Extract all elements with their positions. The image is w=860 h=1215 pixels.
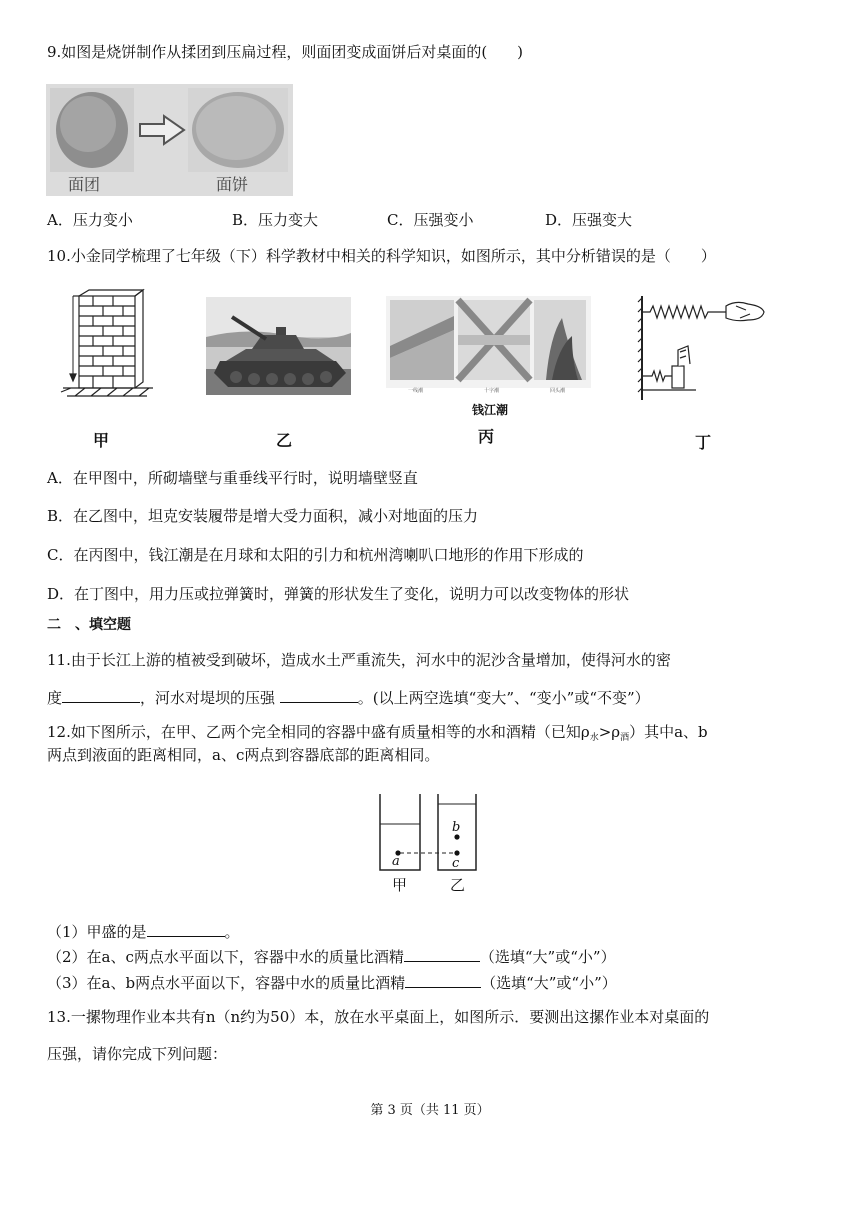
tank-photo bbox=[206, 297, 351, 395]
point-c bbox=[454, 850, 459, 855]
spring-coil-upper bbox=[642, 306, 726, 318]
q9-option-d: D．压强变大 bbox=[545, 211, 633, 229]
point-b bbox=[454, 834, 459, 839]
q10-stem: 10.小金同学梳理了七年级（下）科学教材中相关的科学知识，如图所示，其中分析错误的是（ ） bbox=[47, 247, 716, 265]
label-ding: 丁 bbox=[695, 433, 712, 452]
hand-press-icon bbox=[678, 346, 690, 366]
q10-option-d: D．在丁图中，用力压或拉弹簧时，弹簧的形状发生了变化，说明力可以改变物体的形状 bbox=[47, 585, 630, 603]
q10-option-b: B．在乙图中，坦克安装履带是增大受力面积，减小对地面的压力 bbox=[47, 507, 479, 525]
q11-text-b: ，河水对堤坝的压强 bbox=[140, 689, 280, 707]
label-container-yi: 乙 bbox=[450, 876, 466, 894]
q10-option-c: C．在丙图中，钱江潮是在月球和太阳的引力和杭州湾喇叭口地形的作用下形成的 bbox=[47, 546, 584, 564]
hand-pull-icon bbox=[726, 302, 764, 320]
q12-sub-3 bbox=[47, 973, 617, 993]
q10-option-a: A．在甲图中，所砌墙壁与重垂线平行时，说明墙壁竖直 bbox=[47, 469, 418, 487]
page-footer: 第 3 页（共 11 页） bbox=[370, 1103, 490, 1118]
q12-sub3-end: （选填“大”或“小”） bbox=[481, 974, 617, 992]
label-point-c: c bbox=[452, 856, 460, 871]
q12-sub-2 bbox=[47, 947, 616, 967]
q12-blank-2[interactable] bbox=[404, 947, 480, 962]
svg-text:十字潮: 十字潮 bbox=[484, 388, 500, 394]
q13-line1: 13.一摞物理作业本共有n（n约为50）本，放在水平桌面上，如图所示．要测出这摞作业本对桌面的 bbox=[47, 1008, 710, 1026]
q11-blank-pressure[interactable] bbox=[280, 688, 358, 703]
q11-text-a: 度 bbox=[47, 689, 63, 707]
qiantang-caption: 钱江潮 bbox=[472, 403, 509, 417]
spring-coil-lower bbox=[642, 371, 672, 381]
q12-line2: 两点到液面的距离相同，a、c两点到容器底部的距离相同。 bbox=[47, 746, 440, 764]
svg-text:回头潮: 回头潮 bbox=[550, 388, 566, 394]
dough-label: 面团 bbox=[68, 175, 101, 194]
rho-alcohol-sub: 酒 bbox=[620, 733, 630, 743]
rho-water-sub: 水 bbox=[589, 733, 599, 743]
q12-gt: >ρ bbox=[598, 723, 621, 741]
q12-sub1-text: （1）甲盛的是 bbox=[47, 923, 147, 941]
q13-line2: 压强，请你完成下列问题： bbox=[47, 1045, 228, 1063]
label-point-a: a bbox=[392, 854, 400, 869]
containers-figure bbox=[370, 790, 485, 898]
q12-text-b: ）其中a、b bbox=[629, 723, 708, 741]
q11-text-c: 。(以上两空选填“变大”、“变小”或“不变”） bbox=[357, 689, 650, 707]
section-2-title: 二 、填空题 bbox=[47, 617, 131, 633]
q12-sub2-text: （2）在a、c两点水平面以下，容器中水的质量比酒精 bbox=[47, 948, 404, 966]
label-container-jia: 甲 bbox=[392, 876, 408, 894]
q12-sub-1 bbox=[47, 922, 240, 942]
spring-figure bbox=[636, 292, 774, 402]
q11-line2 bbox=[47, 688, 650, 708]
q9-option-c: C．压强变小 bbox=[387, 211, 474, 229]
brick-wall-figure bbox=[57, 288, 157, 406]
label-bing: 丙 bbox=[478, 427, 495, 446]
q12-sub1-end: 。 bbox=[224, 923, 240, 941]
q9-dough-figure bbox=[46, 84, 293, 196]
q12-blank-1[interactable] bbox=[147, 922, 225, 937]
label-yi: 乙 bbox=[276, 431, 293, 450]
qiantang-tide-figure bbox=[386, 296, 591, 400]
container-jia bbox=[380, 794, 420, 870]
q11-blank-density[interactable] bbox=[62, 688, 140, 703]
label-point-b: b bbox=[452, 820, 461, 835]
q9-option-a: A．压力变小 bbox=[47, 211, 133, 229]
q9-option-b: B．压力变大 bbox=[232, 211, 319, 229]
q12-sub2-end: （选填“大”或“小”） bbox=[479, 948, 616, 966]
svg-text:一线潮: 一线潮 bbox=[408, 388, 424, 394]
q12-text-a: 12.如下图所示，在甲、乙两个完全相同的容器中盛有质量相等的水和酒精（已知ρ bbox=[47, 723, 590, 741]
q12-blank-3[interactable] bbox=[405, 973, 481, 988]
pancake-label: 面饼 bbox=[216, 175, 249, 194]
q11-line1: 11.由于长江上游的植被受到破坏，造成水土严重流失，河水中的泥沙含量增加，使得河水的密 bbox=[47, 651, 671, 669]
q9-stem: 9.如图是烧饼制作从揉团到压扁过程，则面团变成面饼后对桌面的( ) bbox=[47, 43, 524, 61]
label-jia: 甲 bbox=[93, 431, 110, 450]
q12-sub3-text: （3）在a、b两点水平面以下，容器中水的质量比酒精 bbox=[47, 974, 406, 992]
